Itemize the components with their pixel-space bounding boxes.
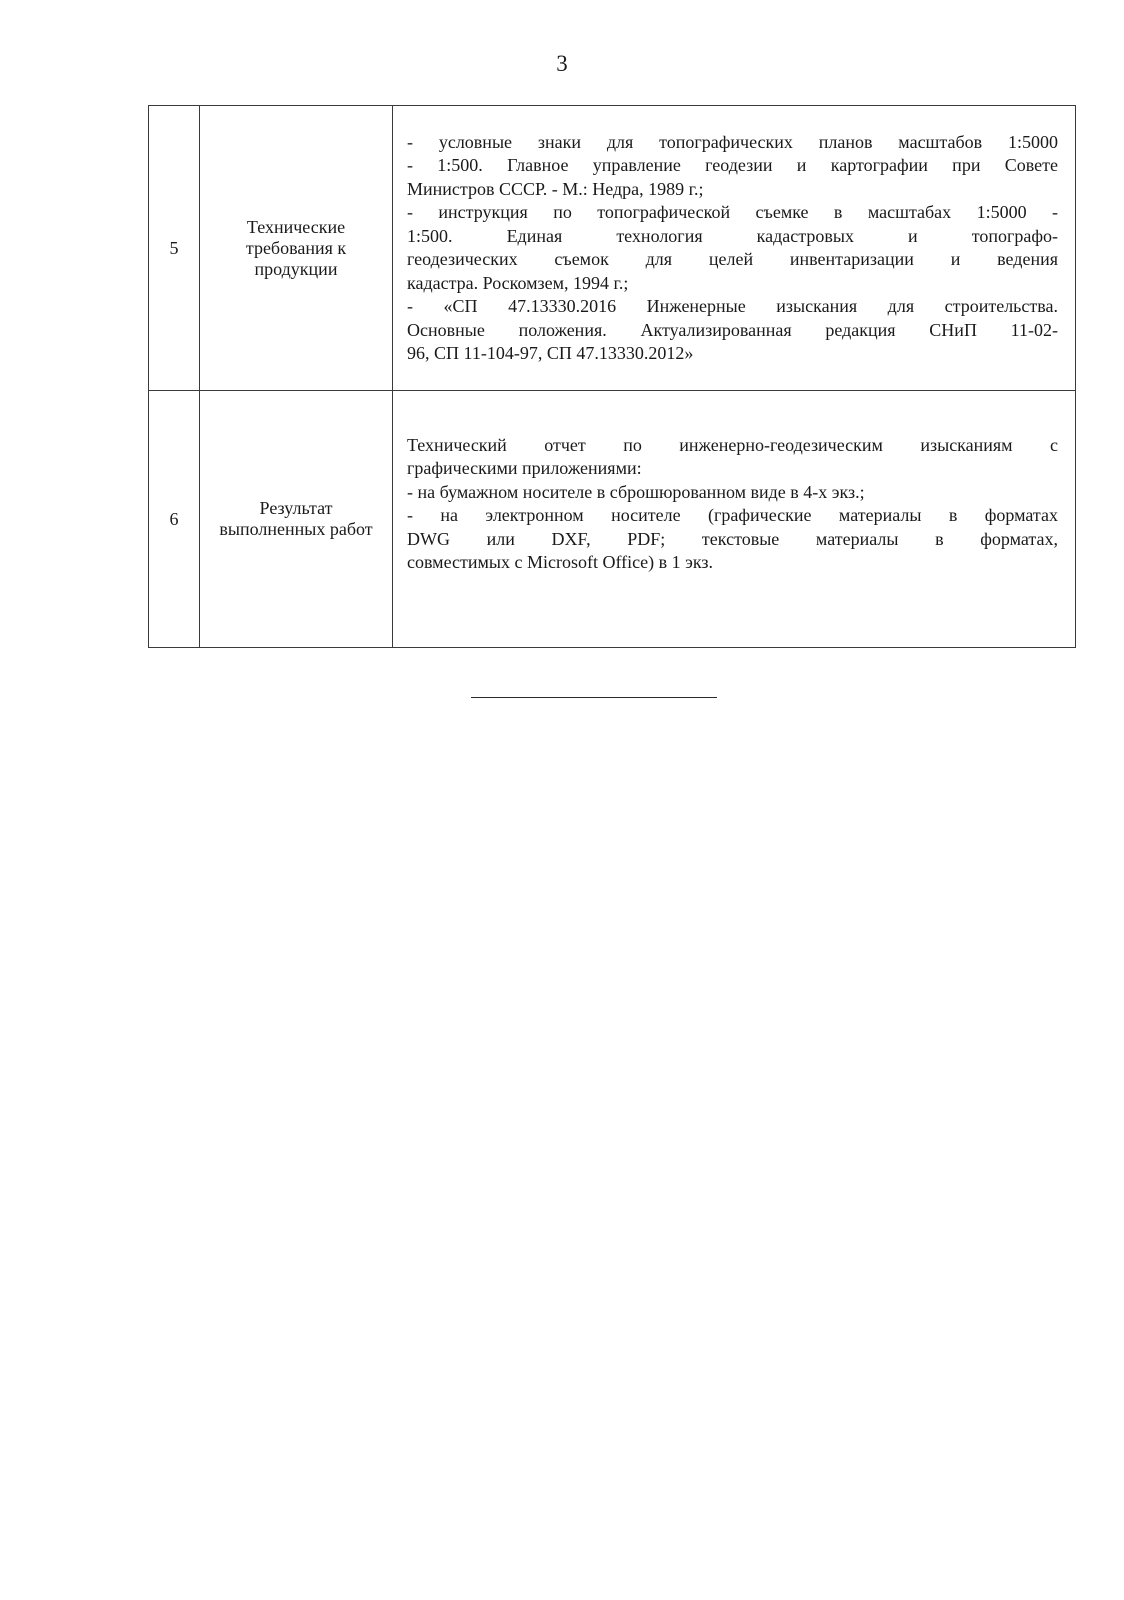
row-content-cell — [393, 106, 1076, 391]
content-line: 1:500. Единая технология кадастровых и топографо- — [407, 225, 1058, 246]
content-line: Технический отчет по инженерно-геодезическим изысканиям с — [407, 434, 1058, 455]
page-number: 3 — [556, 51, 568, 76]
table-row — [149, 106, 1076, 391]
content-line: Основные положения. Актуализированная редакция СНиП 11-02- — [407, 319, 1058, 340]
row-label-cell: Результат выполненных работ — [200, 391, 393, 648]
content-line: DWG или DXF, PDF; текстовые материалы в форматах, — [407, 528, 1058, 549]
content-line: - на электронном носителе (графические материалы в форматах — [407, 505, 1058, 525]
content-line: кадастра. Роскомзем, 1994 г.; — [407, 272, 629, 293]
content-line: Министров СССР. - М.: Недра, 1989 г.; — [407, 178, 704, 199]
row-number-cell: 5 — [149, 106, 200, 391]
content-line: - условные знаки для топографических планов масштабов 1:5000 — [407, 131, 1058, 152]
content-line: - на бумажном носителе в сброшюрованном виде в 4-х экз.; — [407, 481, 865, 502]
content-line: - 1:500. Главное управление геодезии и картографии при Совете — [407, 155, 1058, 175]
requirements-table — [148, 105, 1076, 648]
content-line: - «СП 47.13330.2016 Инженерные изыскания для строительства. — [407, 296, 1058, 316]
row-number-cell: 6 — [149, 391, 200, 648]
content-line: графическими приложениями: — [407, 458, 642, 478]
content-line: - инструкция по топографической съемке в масштабах 1:5000 - — [407, 202, 1058, 222]
row-label-cell: Технические требования к продукции — [200, 106, 393, 391]
content-line: 96, СП 11-104-97, СП 47.13330.2012» — [407, 343, 694, 363]
end-of-document-rule — [471, 697, 717, 698]
content-line: геодезических съемок для целей инвентаризации и ведения — [407, 249, 1058, 269]
table-row — [149, 391, 1076, 648]
content-line: совместимых с Microsoft Office) в 1 экз. — [407, 552, 713, 572]
row-content-cell — [393, 391, 1076, 648]
